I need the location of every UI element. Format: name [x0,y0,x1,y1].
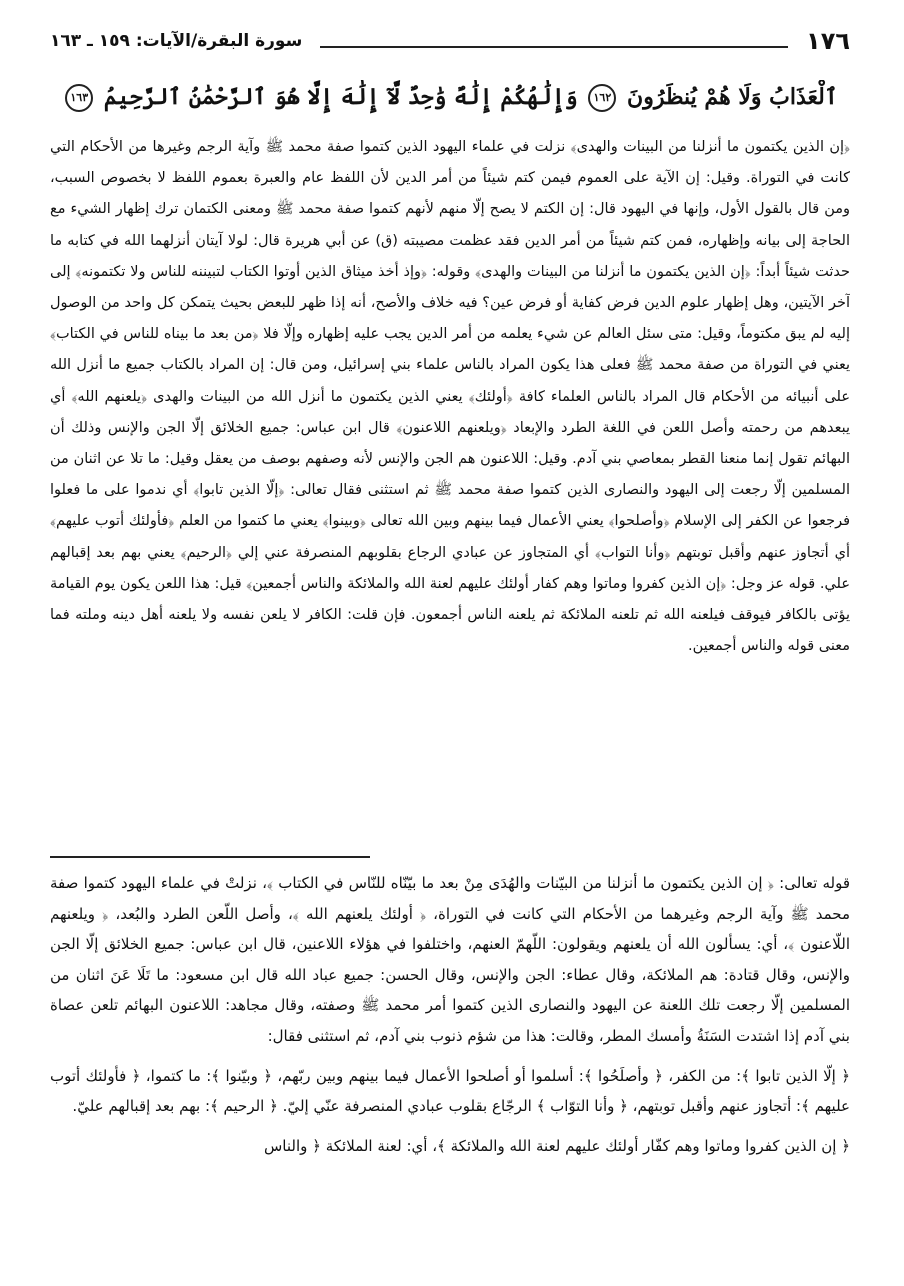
tafsir-commentary [50,132,850,844]
footnote-separator [50,856,370,858]
footnote-paragraph: قوله تعالى: ﴿ إن الذين يكتمون ما أنزلنا من البيّنات والهُدَى مِنْ بعد ما بيّنّاه للنّاس في الكتاب ﴾، نزلتْ في علماء اليهود كتموا صفة محمد ﷺ وآية الرجم وغيرهما من الأحكام التي كانت في التوراة، ﴿ أولئك يلعنهم الله ﴾، وأصل اللّعن الطرد والبُعد، ﴿ ويلعنهم اللّاعنون ﴾، أي: يسألون الله أن يلعنهم ويقولون: اللّهمّ العنهم، واختلفوا في هؤلاء اللاعنين، قال ابن عباس: جميع الخلائق إلّا الجن والإنس، وقال قتادة: هم الملائكة، وقال عطاء: الجن والإنس، وقال الحسن: جميع عباد الله قال ابن مسعود: ما تَلَا عَنَ اثنان من المسلمين إلّا رجعت تلك اللعنة عن اليهود والنصارى الذين كتموا أمر محمد ﷺ وصفته، وقال مجاهد: اللاعنون البهائم تلعن عصاة بني آدم إذا اشتدت السَنَةُ وأمسك المطر، وقالت: هذا من شؤم ذنوب بني آدم، ثم استثنى فقال: [50,874,850,1045]
header-rule [320,34,788,48]
ayah-number-mark: ١٦٣ [65,84,93,112]
footnote-paragraph: ﴿ إلّا الذين تابوا ﴾: من الكفر، ﴿ وأصلَحُوا ﴾: أسلموا أو أصلحوا الأعمال فيما بينهم وبين ربّهم، ﴿ وبيّنوا ﴾: ما كتموا، ﴿ فأولئك أتوب عليهم ﴾: أتجاوز عنهم وأقبل توبتهم، ﴿ وأنا التوّاب ﴾ الرجّاع بقلوب عبادي المنصرفة عنّي إليّ. ﴿ الرحيم ﴾: بهم بعد إقبالهم عليّ. [50,1066,850,1116]
page-number: ١٧٦ [806,27,850,55]
verse-text: ٱلْعَذَابُ وَلَا هُمْ يُنظَرُونَ [627,84,838,110]
quran-verses [50,80,850,114]
verse-text: وَإِلَٰهُكُمْ إِلَٰهٌ وَٰحِدٌ لَّآ إِلَٰهَ إِلَّا هُوَ ٱلرَّحْمَٰنُ ٱلرَّحِيمُ [103,84,578,110]
page-header [50,24,850,58]
surah-label: سورة البقرة/الآيات: ١٥٩ ـ ١٦٣ [50,31,303,51]
tafsir-footnotes [50,868,850,1286]
ayah-number-mark: ١٦٢ [588,84,616,112]
commentary-paragraph: ﴿إن الذين يكتمون ما أنزلنا من البينات والهدى﴾ نزلت في علماء اليهود الذين كتموا صفة محمد ﷺ وآية الرجم وغيرها من الأحكام التي كانت في التوراة. وقيل: إن الآية على العموم فيمن كتم شيئاً من أمر الدين لأن اللفظ عام والعبرة بعموم اللفظ لا بخصوص السبب، ومن قال بالقول الأول، وإنها في اليهود قال: إن الكتم لا يصح إلّا منهم لأنهم كتموا صفة محمد ﷺ ومعنى الكتمان ترك إظهار الشيء مع الحاجة إلى بيانه وإظهاره، فمن كتم شيئاً من أمر الدين فقد عظمت مصيبته (ق) عن أبي هريرة قال: لولا آيتان أنزلهما الله في كتابه ما حدثت شيئاً أبداً: ﴿إن الذين يكتمون ما أنزلنا من البينات والهدى﴾ وقوله: ﴿وإذ أخذ ميثاق الذين أوتوا الكتاب لتبيننه للناس ولا تكتمونه﴾ إلى آخر الآيتين، وهل إظهار علوم الدين فرض كفاية أو فرض عين؟ فيه خلاف والأصح، أنه إذا ظهر للبعض بحيث يتمكن كل واحد من الوصول إليه لم يبق مكتوماً، وقيل: متى سئل العالم عن شيء يعلمه من أمر الدين يجب عليه إظهاره وإلّا فلا ﴿من بعد ما بيناه للناس في الكتاب﴾ يعني في التوراة من صفة محمد ﷺ فعلى هذا يكون المراد بالناس علماء بني إسرائيل، ومن قال: إن المراد بالكتاب جميع ما أنزل الله على أنبيائه من الأحكام قال المراد بالناس العلماء كافة ﴿أولئك﴾ يعني الذين يكتمون ما أنزل الله من البينات والهدى ﴿يلعنهم الله﴾ أي يبعدهم من رحمته وأصل اللعن في اللغة الطرد والإبعاد ﴿ويلعنهم اللاعنون﴾ قال ابن عباس: جميع الخلائق إلّا الجن والإنس وذلك أن البهائم تقول إنما منعنا القطر بمعاصي بني آدم. وقيل: اللاعنون هم الجن والإنس لأنه وصفهم بوصف من يعقل وقيل: ما تلا عن اثنان من المسلمين إلّا رجعت إلى اليهود والنصارى الذين كتموا صفة محمد ﷺ ثم استثنى فقال تعالى: ﴿إلّا الذين تابوا﴾ أي ندموا على ما فعلوا فرجعوا عن الكفر إلى الإسلام ﴿وأصلحوا﴾ يعني الأعمال فيما بينهم وبين الله تعالى ﴿وبينوا﴾ يعني ما كتموا من العلم ﴿فأولئك أتوب عليهم﴾ أي أتجاوز عنهم وأقبل توبتهم ﴿وأنا التواب﴾ أي المتجاوز عن عبادي الرجاع بقلوبهم المنصرفة عني إلي ﴿الرحيم﴾ يعني بهم بعد إقبالهم علي. قوله عز وجل: ﴿إن الذين كفروا وماتوا وهم كفار أولئك عليهم لعنة الله والملائكة والناس أجمعين﴾ قيل: هذا اللعن يكون يوم القيامة يؤتى بالكافر فيوقف فيلعنه الله ثم تلعنه الملائكة ثم يلعنه الناس أجمعون. فإن قلت: الكافر لا يلعن نفسه ولا يلعنه أهل دينه وملته فما معنى قوله والناس أجمعين. [50,139,850,655]
footnote-paragraph: ﴿ إن الذين كفروا وماتوا وهم كفّار أولئك عليهم لعنة الله والملائكة ﴾، أي: لعنة الملائكة ﴿ والناس [264,1136,850,1155]
